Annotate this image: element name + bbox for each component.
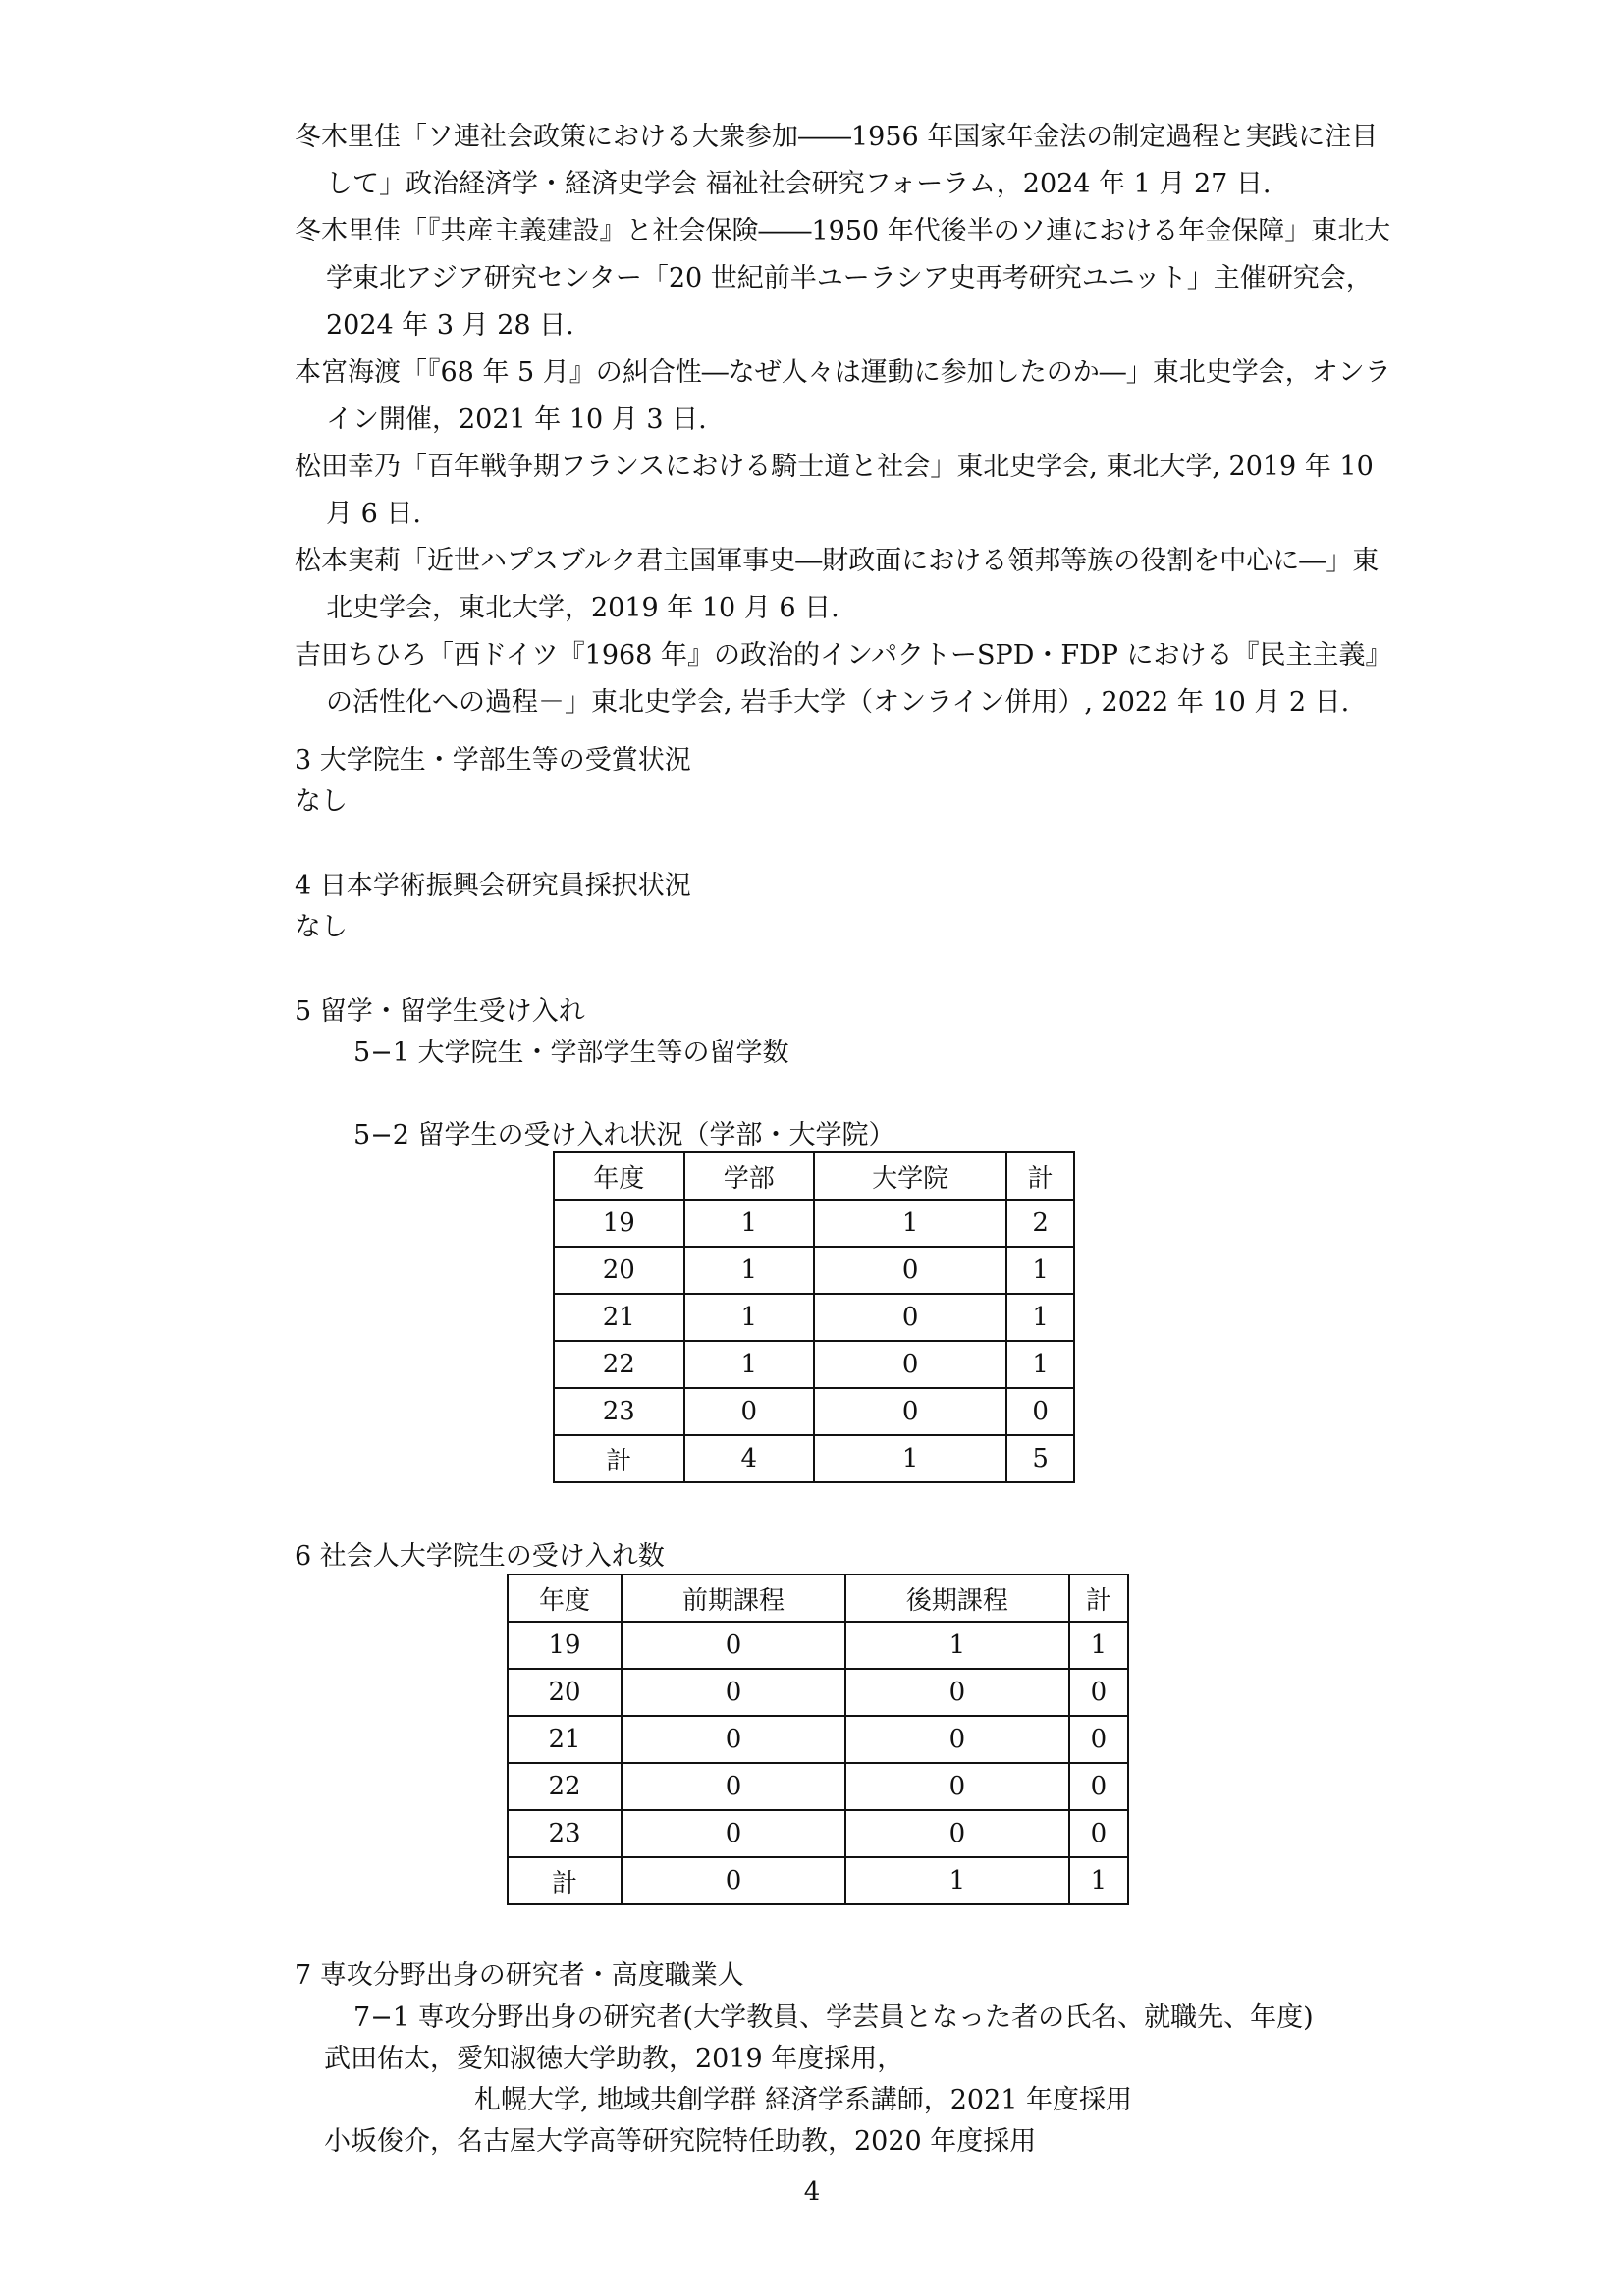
researcher-line: 小坂俊介，名古屋大学高等研究院特任助教，2020 年度採用 [324, 2126, 1037, 2157]
reference-item: 吉田ちひろ「西ドイツ『1968 年』の政治的インパクトーSPD・FDP における『民主主義』の活性化への過程－」東北史学会, 岩手大学（オンライン併用）, 2022 年 10 月 2 日. [295, 640, 1392, 718]
table-cell: 20 [508, 1669, 622, 1716]
table-cell: 0 [622, 1810, 845, 1857]
table-row [508, 1763, 1128, 1810]
table-cell: 0 [1069, 1716, 1128, 1763]
table-cell: 1 [1069, 1622, 1128, 1669]
table-cell: 0 [1006, 1388, 1074, 1435]
section7-heading: 7 専攻分野出身の研究者・高度職業人 [295, 1960, 744, 1991]
table-header-cell: 後期課程 [845, 1575, 1069, 1622]
table-header-cell: 年度 [508, 1575, 622, 1622]
section7-sub1: 7−1 専攻分野出身の研究者(大学教員、学芸員となった者の氏名、就職先、年度) [353, 2002, 1314, 2033]
table-cell: 1 [814, 1435, 1006, 1482]
table-cell: 0 [845, 1716, 1069, 1763]
table-cell: 1 [814, 1200, 1006, 1247]
table-cell: 0 [622, 1622, 845, 1669]
section5-sub1: 5−1 大学院生・学部学生等の留学数 [353, 1038, 789, 1068]
table-cell: 1 [684, 1247, 815, 1294]
table-header-row [508, 1575, 1128, 1622]
section5-sub2: 5−2 留学生の受け入れ状況（学部・大学院） [353, 1120, 895, 1150]
section3-heading: 3 大学院生・学部生等の受賞状況 [295, 745, 691, 775]
table-header-cell: 前期課程 [622, 1575, 845, 1622]
table-cell: 1 [845, 1857, 1069, 1904]
table-cell: 19 [508, 1622, 622, 1669]
table-total-row [554, 1435, 1074, 1482]
table-header-cell: 計 [1006, 1152, 1074, 1200]
table-cell: 21 [508, 1716, 622, 1763]
reference-item: 冬木里佳「ソ連社会政策における大衆参加――1956 年国家年金法の制定過程と実践に注目して」政治経済学・経済史学会 福祉社会研究フォーラム，2024 年 1 月 27 日. [295, 122, 1379, 199]
table-row [508, 1810, 1128, 1857]
table-row [554, 1247, 1074, 1294]
table-cell: 4 [684, 1435, 815, 1482]
table-header-cell: 大学院 [814, 1152, 1006, 1200]
exchange-students-table [553, 1151, 1075, 1483]
table-cell: 0 [622, 1857, 845, 1904]
table-cell: 22 [554, 1341, 684, 1388]
table-row [508, 1622, 1128, 1669]
table-cell: 5 [1006, 1435, 1074, 1482]
table-cell: 22 [508, 1763, 622, 1810]
table-header-row [554, 1152, 1074, 1200]
reference-list [295, 114, 1404, 726]
table-cell: 0 [814, 1388, 1006, 1435]
table-row [554, 1341, 1074, 1388]
table-cell: 0 [814, 1294, 1006, 1341]
table-cell: 21 [554, 1294, 684, 1341]
table-cell: 19 [554, 1200, 684, 1247]
table-cell: 0 [845, 1810, 1069, 1857]
table-cell: 1 [1069, 1857, 1128, 1904]
table-cell: 0 [814, 1341, 1006, 1388]
section6-heading: 6 社会人大学院生の受け入れ数 [295, 1541, 665, 1572]
table-cell: 1 [684, 1294, 815, 1341]
table-cell: 0 [622, 1669, 845, 1716]
section5-heading: 5 留学・留学生受け入れ [295, 996, 585, 1027]
table-cell: 1 [684, 1341, 815, 1388]
table-total-row [508, 1857, 1128, 1904]
table-cell: 1 [1006, 1247, 1074, 1294]
working-adult-students-table [507, 1574, 1129, 1905]
researcher-line: 武田佑太，愛知淑徳大学助教，2019 年度採用， [324, 2044, 904, 2074]
table-row [508, 1669, 1128, 1716]
table-cell: 0 [1069, 1810, 1128, 1857]
table-row [508, 1716, 1128, 1763]
table-cell: 0 [684, 1388, 815, 1435]
table-cell: 0 [1069, 1669, 1128, 1716]
table-header-cell: 計 [1069, 1575, 1128, 1622]
table-cell: 0 [622, 1716, 845, 1763]
section3-body: なし [295, 786, 348, 817]
table-cell: 1 [1006, 1294, 1074, 1341]
table-cell: 1 [1006, 1341, 1074, 1388]
reference-item: 本宮海渡「『68 年 5 月』の糾合性―なぜ人々は運動に参加したのか―」東北史学会，オンライン開催，2021 年 10 月 3 日. [295, 357, 1391, 435]
reference-item: 松田幸乃「百年戦争期フランスにおける騎士道と社会」東北史学会, 東北大学, 2019 年 10 月 6 日. [295, 452, 1374, 529]
table-cell: 1 [845, 1622, 1069, 1669]
table-header-cell: 学部 [684, 1152, 815, 1200]
table-cell: 0 [622, 1763, 845, 1810]
table-cell: 2 [1006, 1200, 1074, 1247]
table-cell: 計 [554, 1435, 684, 1482]
table-cell: 計 [508, 1857, 622, 1904]
table-cell: 0 [845, 1669, 1069, 1716]
table-row [554, 1388, 1074, 1435]
table-cell: 0 [845, 1763, 1069, 1810]
table-cell: 23 [554, 1388, 684, 1435]
table-cell: 0 [1069, 1763, 1128, 1810]
section4-heading: 4 日本学術振興会研究員採択状況 [295, 871, 691, 901]
reference-item: 松本実莉「近世ハプスブルク君主国軍事史―財政面における領邦等族の役割を中心に―」東北史学会，東北大学，2019 年 10 月 6 日. [295, 546, 1380, 623]
section4-body: なし [295, 912, 348, 942]
reference-item: 冬木里佳「『共産主義建設』と社会保険――1950 年代後半のソ連における年金保障」東北大学東北アジア研究センター「20 世紀前半ユーラシア史再考研究ユニット」主催研究会，2024 年 3 月 28 日. [295, 216, 1391, 341]
researcher-line: 札幌大学, 地域共創学群 経済学系講師，2021 年度採用 [474, 2085, 1133, 2115]
table-row [554, 1294, 1074, 1341]
table-cell: 23 [508, 1810, 622, 1857]
page-number: 4 [803, 2177, 821, 2207]
table-row [554, 1200, 1074, 1247]
table-cell: 0 [814, 1247, 1006, 1294]
table-cell: 20 [554, 1247, 684, 1294]
table-cell: 1 [684, 1200, 815, 1247]
table-header-cell: 年度 [554, 1152, 684, 1200]
